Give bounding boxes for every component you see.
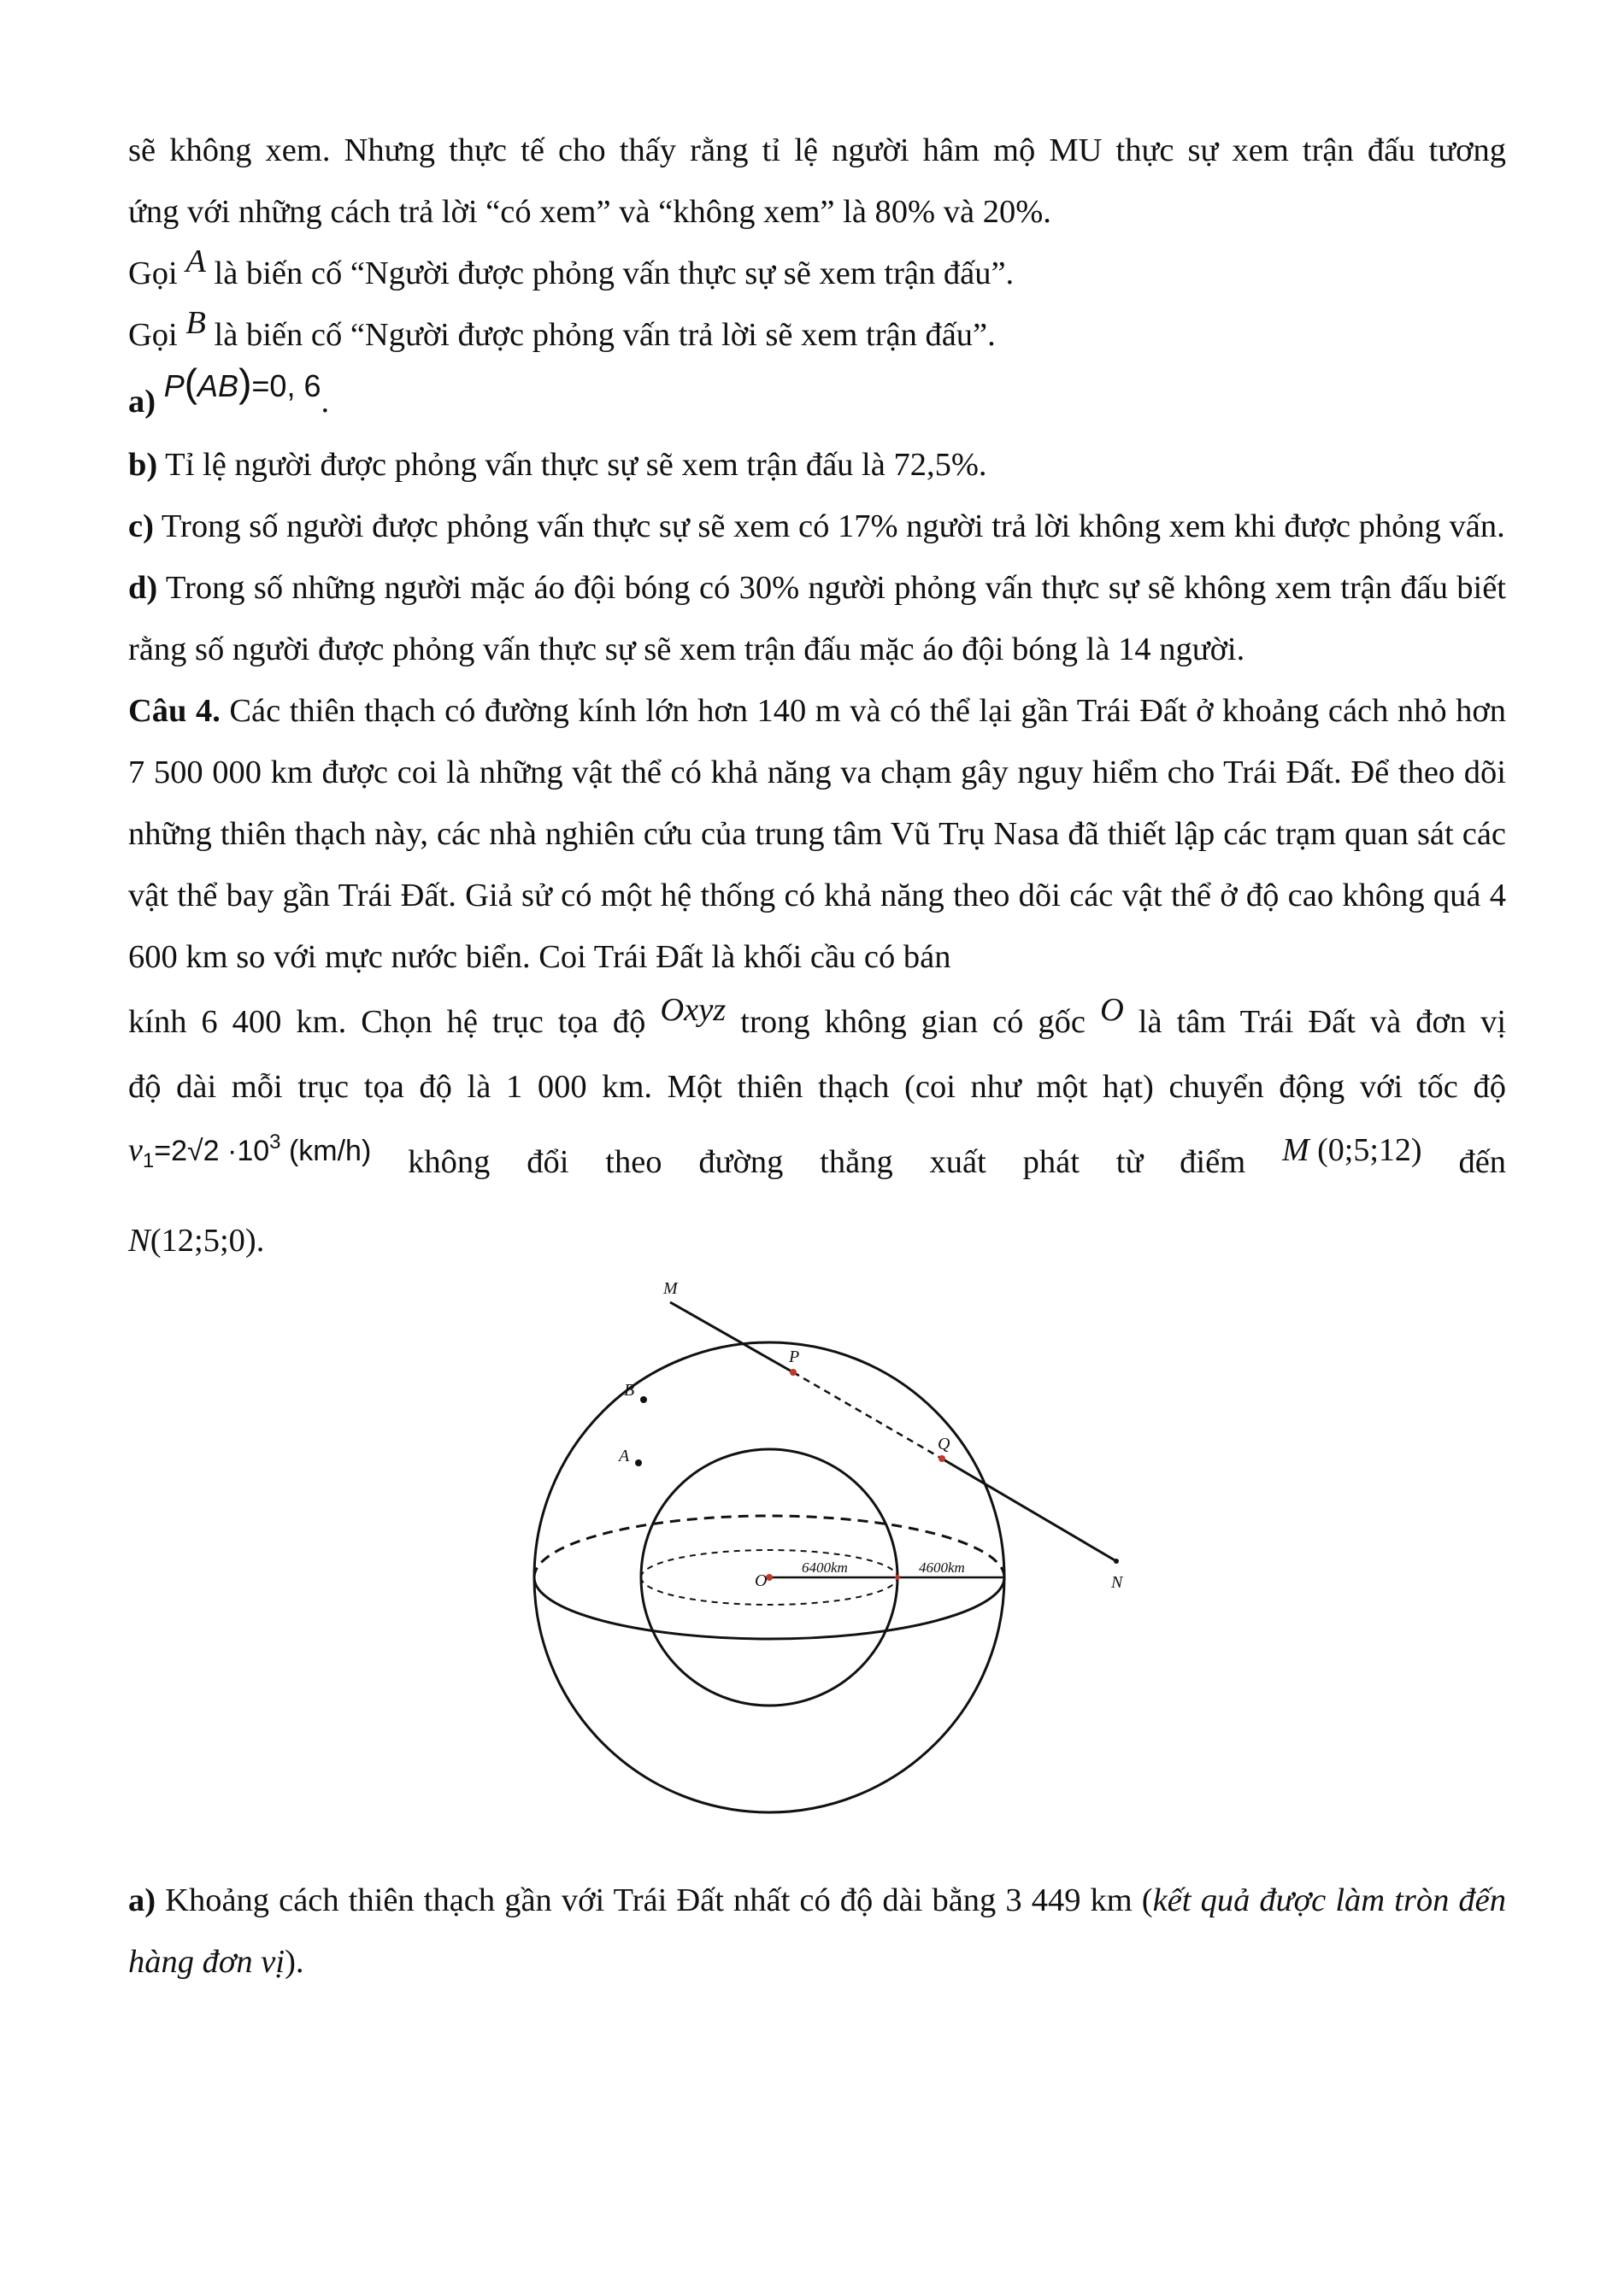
point-p-dot — [790, 1369, 797, 1376]
point-a-dot — [635, 1459, 642, 1466]
inner-equator-front — [641, 1577, 897, 1605]
label-m: M — [663, 1279, 678, 1298]
variable-b: B — [185, 305, 206, 341]
diagram-svg — [128, 1271, 1506, 1870]
inner-equator-back — [641, 1550, 897, 1577]
point-n-dot — [1114, 1559, 1119, 1564]
definition-a: Gọi A là biến cố “Người được phỏng vấn thực sự sẽ xem trận đấu”. — [128, 244, 1015, 291]
q3-option-b: b) Tỉ lệ người được phỏng vấn thực sự sẽ xem trận đấu là 72,5%. — [128, 447, 987, 483]
outer-equator-front — [534, 1577, 1004, 1639]
q4-line-velocity: $v_1=2√2 \cdot 10^3$ (km/h) không đổi theo đường thẳng xuất phát từ điểm M (0;5;12) đến — [128, 1118, 1506, 1210]
point-q-dot — [939, 1455, 945, 1462]
equation-p-ab: P(AB)=0, 6 — [163, 361, 321, 405]
paragraph-line: ứng với những cách trả lời “có xem” và “không xem” là 80% và 20%. — [128, 194, 1051, 230]
point-n: N — [128, 1223, 150, 1259]
segment-p-q-dashed — [793, 1372, 942, 1459]
label-6400km: 6400km — [802, 1559, 848, 1576]
q3-option-a: a) P(AB)=0, 6. — [128, 366, 1506, 434]
segment-m-p — [670, 1302, 793, 1372]
label-b: B — [624, 1381, 635, 1400]
segment-q-n — [942, 1459, 1116, 1561]
label-q: Q — [938, 1435, 950, 1453]
q4-line-unit: độ dài mỗi trục tọa độ là 1 000 km. Một thiên thạch (coi như một hạt) chuyển động với tốc độ — [128, 1069, 1506, 1105]
q4-line-oxyz: kính 6 400 km. Chọn hệ trục tọa độ Oxyz trong không gian có gốc O là tâm Trái Đất và đơn vị — [128, 992, 1507, 1040]
variable-a: A — [185, 244, 206, 279]
document-page — [128, 120, 1506, 1993]
inner-radius-point — [895, 1575, 900, 1580]
point-b-dot — [640, 1396, 647, 1403]
definition-b: Gọi B là biến cố “Người được phỏng vấn trả lời sẽ xem trận đấu”. — [128, 305, 996, 353]
origin-label: O — [1099, 992, 1124, 1028]
label-n: N — [1111, 1573, 1123, 1592]
coordinate-system: Oxyz — [660, 992, 727, 1028]
label-4600km: 4600km — [919, 1559, 965, 1576]
q4-title: Câu 4. — [128, 693, 221, 729]
label-a: A — [619, 1447, 630, 1465]
earth-diagram — [128, 1271, 1506, 1870]
q3-option-c: c) Trong số người được phỏng vấn thực sự sẽ xem có 17% người trả lời không xem khi được phỏng vấn. — [128, 508, 1505, 544]
q4-option-a: a) Khoảng cách thiên thạch gần với Trái Đất nhất có độ dài bằng 3 449 km (kết quả được làm tròn đến hàng đơn vị). — [128, 1882, 1507, 1980]
q3-option-d: d) Trong số những người mặc áo đội bóng có 30% người phỏng vấn thực sự sẽ không xem trận đấu biết rằng số người được phỏng vấn thực sự sẽ xem trận đấu mặc áo đội bóng là 14 người. — [128, 570, 1506, 667]
q4-line-n: N(12;5;0). — [128, 1223, 265, 1259]
paragraph-line: sẽ không xem. Nhưng thực tế cho thấy rằng tỉ lệ người hâm mộ MU thực sự xem trận đấu tương — [128, 132, 1506, 168]
velocity-equation: $v_1=2√2 \cdot 10^3$ (km/h) — [128, 1130, 372, 1172]
q4-statement: Câu 4. Các thiên thạch có đường kính lớn hơn 140 m và có thể lại gần Trái Đất ở khoảng cách nhỏ hơn 7 500 000 km được coi là những vật thể có khả năng va chạm gây nguy hiểm cho Trái Đất. Để theo dõi những thiên thạch này, các nhà nghiên cứu của trung tâm Vũ Trụ Nasa đã thiết lập các trạm quan sát các vật thể bay gần Trái Đất. Giả sử có một hệ thống có khả năng theo dõi các vật thể ở độ cao không quá 4 600 km so với mực nước biển. Coi Trái Đất là khối cầu có bán — [128, 693, 1506, 975]
label-o: O — [755, 1571, 768, 1590]
point-m: M (0;5;12) — [1282, 1132, 1422, 1168]
label-p: P — [789, 1348, 800, 1366]
